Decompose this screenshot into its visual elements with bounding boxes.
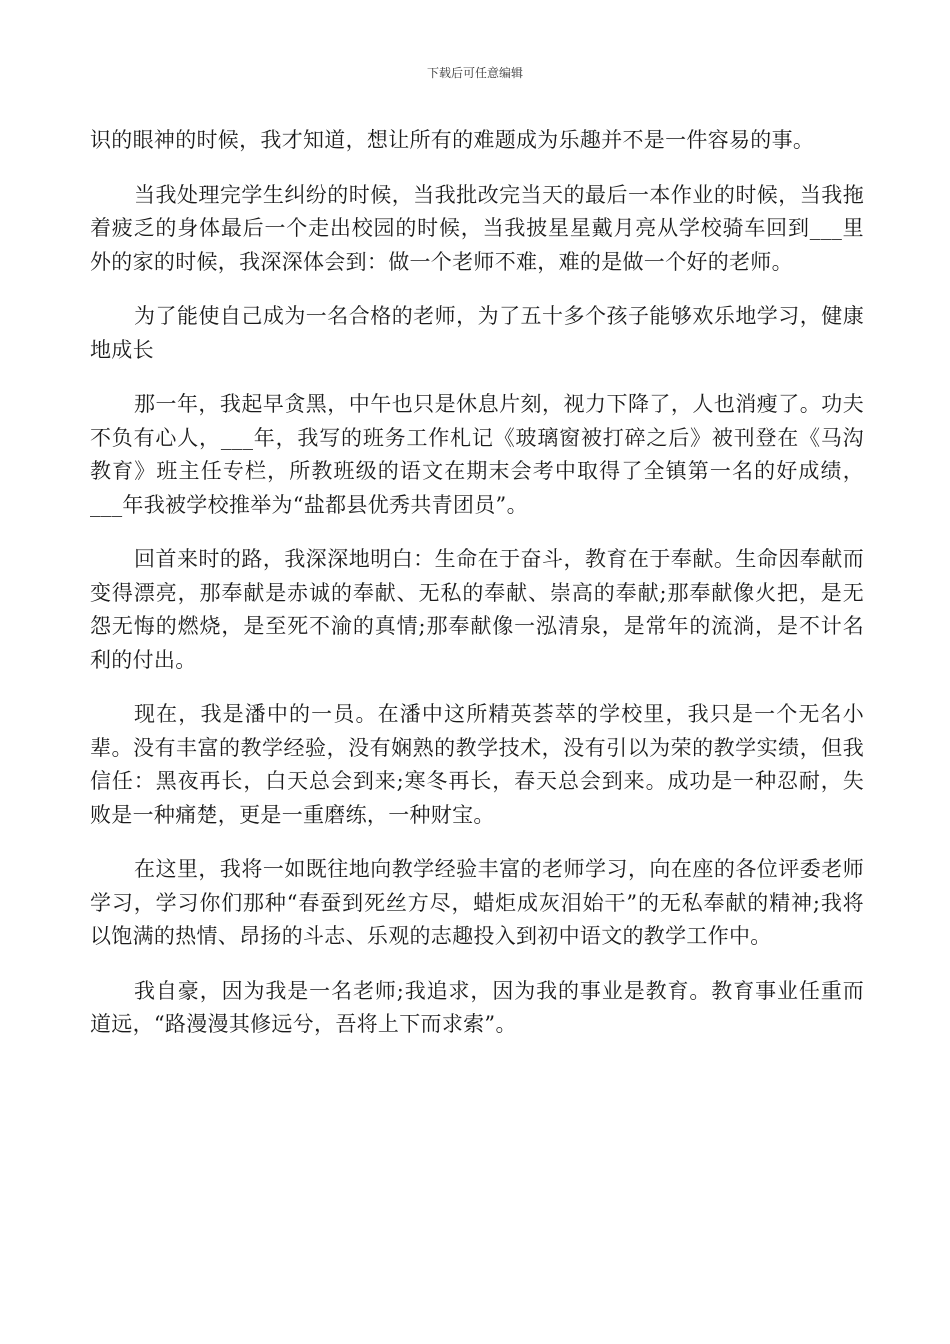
- page-header-note: 下载后可任意编辑: [426, 66, 523, 80]
- document-body: [90, 124, 864, 1063]
- paragraph: 为了能使自己成为一名合格的老师，为了五十多个孩子能够欢乐地学习，健康地成长: [90, 304, 864, 362]
- paragraph: 回首来时的路，我深深地明白：生命在于奋斗，教育在于奉献。生命因奉献而变得漂亮，那奉献是赤诚的奉献、无私的奉献、崇高的奉献;那奉献像火把，是无怨无悔的燃烧，是至死不渝的真情;那奉献像一泓清泉，是常年的流淌，是不计名利的付出。: [90, 547, 864, 672]
- paragraph: 那一年，我起早贪黑，中午也只是休息片刻，视力下降了，人也消瘦了。功夫不负有心人，___年，我写的班务工作札记《玻璃窗被打碎之后》被刊登在《马沟教育》班主任专栏，所教班级的语文在期末会考中取得了全镇第一名的好成绩，___年我被学校推举为“盐都县优秀共青团员”。: [90, 392, 864, 517]
- paragraph: 现在，我是潘中的一员。在潘中这所精英荟萃的学校里，我只是一个无名小辈。没有丰富的教学经验，没有娴熟的教学技术，没有引以为荣的教学实绩，但我信任：黑夜再长，白天总会到来;寒冬再长，春天总会到来。成功是一种忍耐，失败是一种痛楚，更是一重磨练，一种财宝。: [90, 702, 864, 827]
- paragraph: 当我处理完学生纠纷的时候，当我批改完当天的最后一本作业的时候，当我拖着疲乏的身体最后一个走出校园的时候，当我披星星戴月亮从学校骑车回到___里外的家的时候，我深深体会到：做一个老师不难，难的是做一个好的老师。: [90, 182, 864, 274]
- paragraph: 我自豪，因为我是一名老师;我追求，因为我的事业是教育。教育事业任重而道远，“路漫漫其修远兮，吾将上下而求索”。: [90, 978, 864, 1036]
- paragraph-continuation: 识的眼神的时候，我才知道，想让所有的难题成为乐趣并不是一件容易的事。: [90, 128, 815, 152]
- paragraph: 在这里，我将一如既往地向教学经验丰富的老师学习，向在座的各位评委老师学习，学习你们那种“春蚕到死丝方尽，蜡炬成灰泪始干”的无私奉献的精神;我将以饱满的热情、昂扬的斗志、乐观的志趣投入到初中语文的教学工作中。: [90, 857, 864, 948]
